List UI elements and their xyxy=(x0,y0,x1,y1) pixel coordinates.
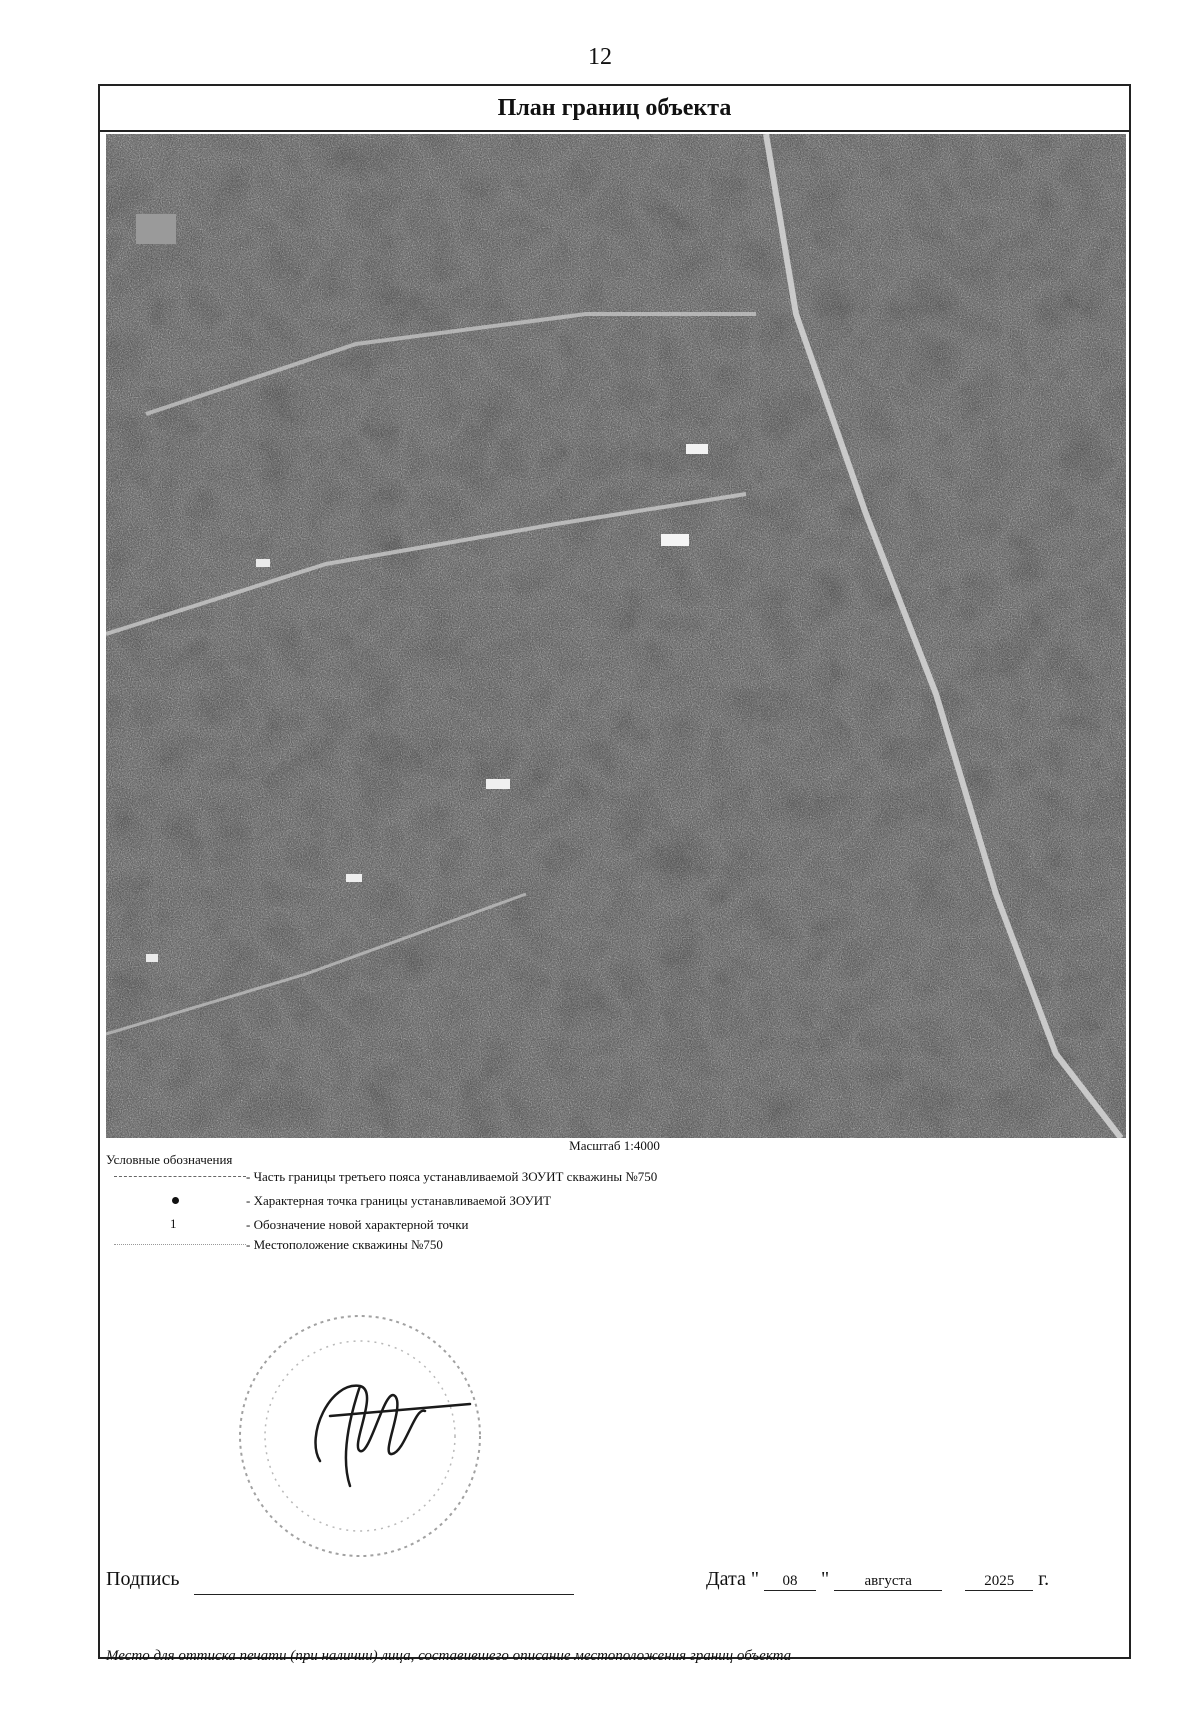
satellite-map xyxy=(106,134,1126,1138)
map-building xyxy=(686,444,708,454)
map-building xyxy=(486,779,510,789)
seal-stamp xyxy=(210,1286,510,1586)
dot-icon xyxy=(110,1190,246,1212)
signature-line xyxy=(194,1594,574,1595)
map-building xyxy=(136,214,176,244)
date-month: августа xyxy=(834,1573,942,1591)
dashed-line-icon xyxy=(110,1166,246,1188)
signature-label: Подпись xyxy=(106,1568,180,1590)
point-number-icon: 1 xyxy=(170,1216,177,1231)
signature-row xyxy=(106,1568,1126,1600)
page-number: 12 xyxy=(588,44,612,70)
page-title: План границ объекта xyxy=(100,86,1129,132)
legend-title: Условные обозначения xyxy=(106,1152,233,1167)
legend-item: 1 - Обозначение новой характерной точки xyxy=(110,1214,469,1236)
map-image xyxy=(106,134,1126,1138)
legend-item: - Часть границы третьего пояса устанавливаемой ЗОУИТ скважины №750 xyxy=(110,1166,657,1188)
map-scale: Масштаб 1:4000 xyxy=(569,1138,660,1153)
map-building xyxy=(346,874,362,882)
stamp-note: Место для оттиска печати (при наличии) лица, составившего описание местоположения границ объекта xyxy=(106,1648,792,1664)
date-year: 2025 xyxy=(965,1573,1033,1591)
map-building xyxy=(256,559,270,567)
document-frame xyxy=(98,84,1131,1664)
handwritten-signature xyxy=(316,1386,470,1486)
legend-item: - Характерная точка границы устанавливаемой ЗОУИТ xyxy=(110,1190,551,1212)
date-block: Дата " 08 " августа 2025 г. xyxy=(706,1568,1050,1590)
legend-item: - Местоположение скважины №750 xyxy=(110,1234,443,1256)
dotted-line-icon xyxy=(110,1234,246,1256)
map-building xyxy=(661,534,689,546)
map-building xyxy=(146,954,158,962)
date-day: 08 xyxy=(764,1573,816,1591)
